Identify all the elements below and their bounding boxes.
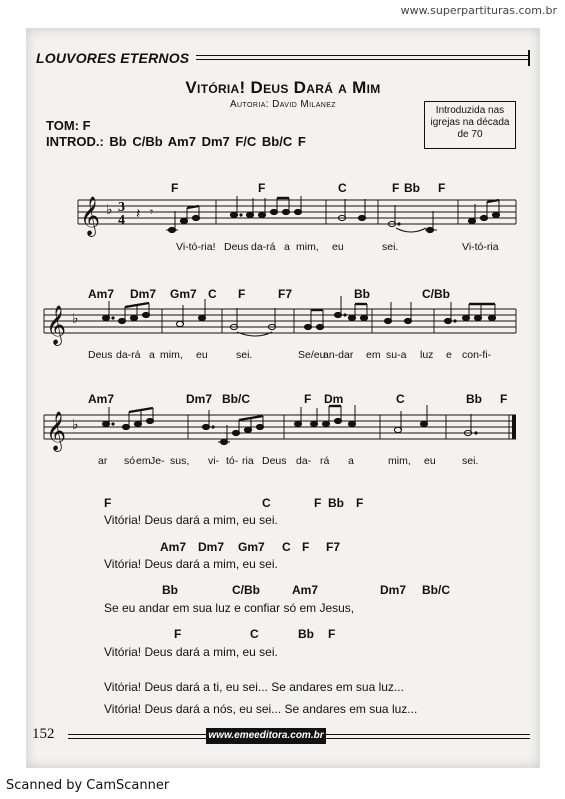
chord-symbol: Dm bbox=[324, 392, 344, 406]
verse-chord: Bb bbox=[328, 496, 344, 510]
treble-clef-icon: 𝄞 bbox=[80, 196, 101, 236]
staff-3-lyrics bbox=[98, 455, 478, 467]
lyric-syllable: vi- bbox=[208, 455, 220, 467]
lyric-syllable: Deus bbox=[224, 241, 249, 253]
chord-symbol: C bbox=[208, 287, 217, 301]
song-title: Vitória! Deus Dará a Mim bbox=[185, 78, 381, 97]
song-key: TOM: F bbox=[46, 118, 91, 133]
lyric-syllable: só bbox=[124, 455, 136, 467]
songbook-page bbox=[26, 28, 540, 768]
svg-text:𝄾: 𝄾 bbox=[150, 205, 154, 219]
final-barline bbox=[512, 415, 516, 439]
footer-rule bbox=[326, 734, 530, 735]
sheet-music bbox=[26, 28, 540, 498]
verse-chord: C bbox=[250, 627, 259, 641]
verse-chord: Bb bbox=[298, 627, 314, 641]
verse-line: Vitória! Deus dará a mim, eu sei. bbox=[104, 557, 278, 571]
verse-line: Se eu andar em sua luz e confiar só em Jesus, bbox=[104, 601, 355, 615]
chord-symbol: F bbox=[304, 392, 312, 406]
publisher-url: www.emeeditora.com.br bbox=[206, 728, 326, 744]
verse-line: Vitória! Deus dará a mim, eu sei. bbox=[104, 513, 278, 527]
chord-symbol: Bb bbox=[466, 392, 482, 406]
lyric-syllable: an-dar bbox=[323, 349, 354, 361]
verse-chord: Am7 bbox=[292, 583, 319, 597]
lyric-syllable: Vi-tó-ria! bbox=[176, 241, 216, 253]
verse-chord: F7 bbox=[326, 540, 341, 554]
lyric-syllable: mim, bbox=[160, 349, 183, 361]
verse-chord: Am7 bbox=[160, 540, 187, 554]
lyric-syllable: su-a bbox=[386, 349, 407, 361]
lyric-syllable: a bbox=[284, 241, 290, 253]
intro-note-line: de 70 bbox=[457, 129, 483, 140]
chord-symbol: F bbox=[171, 181, 179, 195]
verse-chord: Bb/C bbox=[422, 583, 450, 597]
chord-symbol: C bbox=[338, 181, 347, 195]
treble-clef-icon: 𝄞 bbox=[46, 411, 67, 451]
chord-symbol: F bbox=[438, 181, 446, 195]
flat-key-signature-icon: ♭ bbox=[106, 202, 113, 218]
staff-1-notes bbox=[136, 196, 500, 233]
chord-symbol: Bb bbox=[404, 181, 420, 195]
verse-chord: F bbox=[104, 496, 112, 510]
staff-2-lyrics bbox=[88, 349, 492, 361]
lyric-syllable: Deus bbox=[88, 349, 113, 361]
staff-2-notes bbox=[102, 296, 495, 336]
verse-chord: Dm7 bbox=[198, 540, 225, 554]
page-number: 152 bbox=[32, 726, 55, 742]
verse-line: Vitória! Deus dará a ti, eu sei... Se andares em sua luz... bbox=[104, 680, 404, 694]
time-signature-top: 3 bbox=[118, 200, 125, 215]
chord-symbol: F bbox=[392, 181, 400, 195]
lyric-syllable: mim, bbox=[388, 455, 411, 467]
intro-note-line: igrejas na década bbox=[430, 117, 510, 128]
verse-chord: Gm7 bbox=[238, 540, 265, 554]
intro-chords: INTROD.: Bb C/Bb Am7 Dm7 F/C Bb/C F bbox=[46, 134, 306, 149]
footer-rule bbox=[68, 734, 208, 735]
staff-1 bbox=[78, 181, 516, 253]
chord-symbol: Am7 bbox=[88, 392, 115, 406]
chord-symbol: Bb bbox=[354, 287, 370, 301]
source-site-url: www.superpartituras.com.br bbox=[400, 4, 557, 17]
verse-chord: F bbox=[328, 627, 336, 641]
staff-2 bbox=[44, 287, 516, 361]
chord-symbol: C bbox=[396, 392, 405, 406]
chord-symbol: C/Bb bbox=[422, 287, 450, 301]
lyric-syllable: mim, bbox=[296, 241, 319, 253]
verse-line: Vitória! Deus dará a nós, eu sei... Se andares em sua luz... bbox=[104, 702, 418, 716]
lyric-syllable: sus, bbox=[170, 455, 190, 467]
staff-3 bbox=[44, 392, 516, 467]
staff-3-chords bbox=[88, 392, 507, 406]
staff-1-lyrics bbox=[176, 241, 499, 253]
lyric-syllable: e bbox=[446, 349, 452, 361]
lyric-syllable: ar bbox=[98, 455, 108, 467]
chord-symbol: Dm7 bbox=[130, 287, 157, 301]
scanner-watermark: Scanned by CamScanner bbox=[6, 778, 170, 793]
lyric-syllable: rá bbox=[320, 455, 330, 467]
chord-symbol: F7 bbox=[278, 287, 293, 301]
flat-key-signature-icon: ♭ bbox=[72, 417, 79, 433]
lyric-syllable: con-fi- bbox=[462, 349, 492, 361]
chord-symbol: Dm7 bbox=[186, 392, 213, 406]
chord-symbol: Am7 bbox=[88, 287, 115, 301]
verse-line: Vitória! Deus dará a mim, eu sei. bbox=[104, 645, 278, 659]
lyric-syllable: da-rá bbox=[251, 241, 276, 253]
staff-1-chords bbox=[171, 181, 445, 195]
lyric-syllable: da-rá bbox=[116, 349, 141, 361]
verse-chord: C/Bb bbox=[232, 583, 260, 597]
lyric-syllable: sei. bbox=[382, 241, 399, 253]
lyric-syllable: sei. bbox=[462, 455, 479, 467]
lyric-syllable: Je- bbox=[150, 455, 165, 467]
footer-rule bbox=[326, 738, 530, 739]
lyric-syllable: luz bbox=[420, 349, 434, 361]
chord-symbol: F bbox=[258, 181, 266, 195]
svg-text:𝄽: 𝄽 bbox=[136, 206, 141, 222]
verse-chord: C bbox=[262, 496, 271, 510]
chord-symbol: F bbox=[238, 287, 246, 301]
collection-title: LOUVORES ETERNOS bbox=[36, 50, 190, 66]
lyric-syllable: Se/eu bbox=[298, 349, 326, 361]
lyric-syllable: eu bbox=[332, 241, 344, 253]
verse-chord: C bbox=[282, 540, 291, 554]
chord-symbol: Bb/C bbox=[222, 392, 250, 406]
lyric-syllable: ria bbox=[242, 455, 254, 467]
chord-symbol: F bbox=[500, 392, 508, 406]
verse-chord: Bb bbox=[162, 583, 178, 597]
staff-2-chords bbox=[88, 287, 450, 301]
time-signature-bottom: 4 bbox=[118, 213, 125, 228]
lyric-syllable: tó- bbox=[226, 455, 239, 467]
lyric-syllable: eu bbox=[196, 349, 208, 361]
lyric-syllable: em bbox=[366, 349, 381, 361]
verse-chord: F bbox=[314, 496, 322, 510]
lyric-syllable: a bbox=[348, 455, 354, 467]
lyric-syllable: a bbox=[149, 349, 155, 361]
treble-clef-icon: 𝄞 bbox=[46, 305, 67, 345]
verse-chord: F bbox=[302, 540, 310, 554]
lyric-syllable: em bbox=[136, 455, 151, 467]
chord-symbol: Gm7 bbox=[170, 287, 197, 301]
lyric-syllable: sei. bbox=[236, 349, 253, 361]
lyric-syllable: Vi-tó-ria bbox=[462, 241, 499, 253]
footer-rule bbox=[68, 738, 208, 739]
song-author: Autoria: David Milanez bbox=[229, 99, 336, 110]
intro-note-line: Introduzida nas bbox=[435, 105, 505, 116]
verse-chord: F bbox=[356, 496, 364, 510]
lyric-syllable: Deus bbox=[262, 455, 287, 467]
verse-chord: F bbox=[174, 627, 182, 641]
flat-key-signature-icon: ♭ bbox=[72, 311, 79, 327]
verse-chord: Dm7 bbox=[380, 583, 407, 597]
lyric-syllable: da- bbox=[296, 455, 312, 467]
lyric-syllable: eu bbox=[424, 455, 436, 467]
